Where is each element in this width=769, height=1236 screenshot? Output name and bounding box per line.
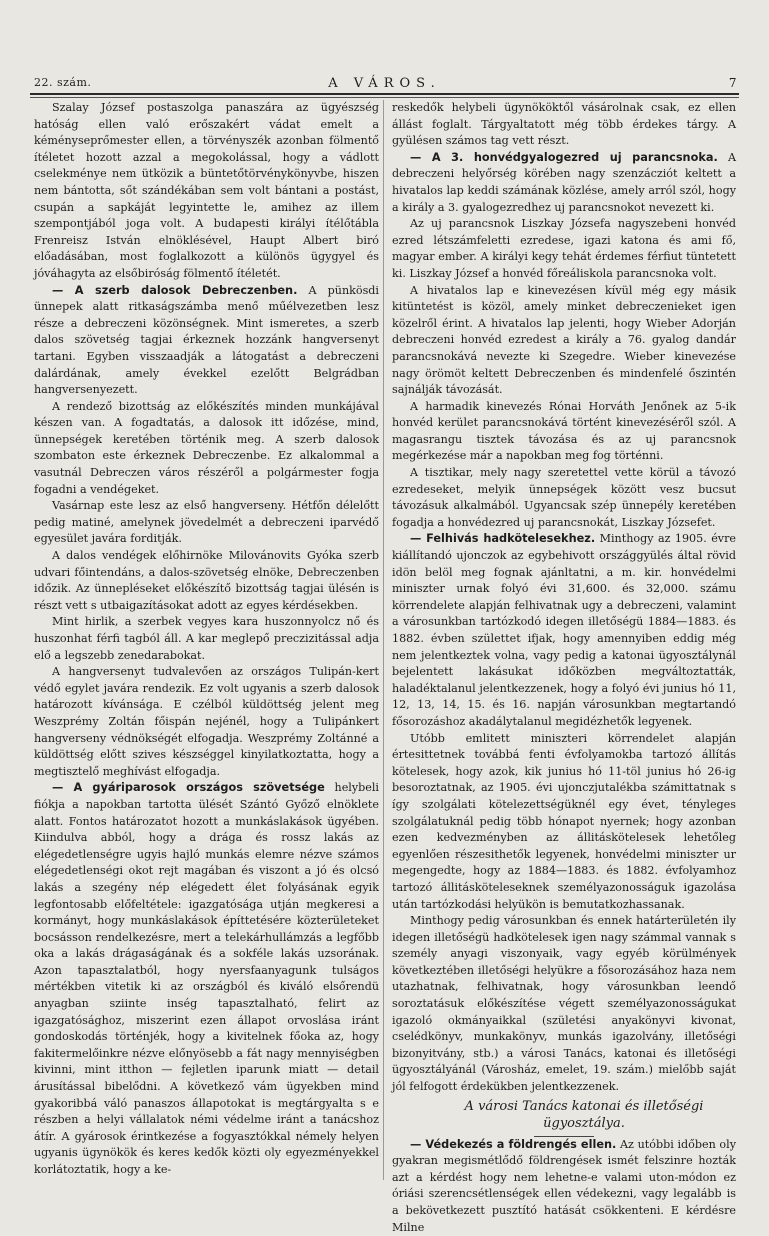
article-text: Minthogy az 1905. évre kiállítandó ujonczok az egybehivott országgyülés által rövid idön belöl meg fognak ajánltatni, a m. kir. honvédelmi miniszter urnak folyó évi 31,600. és 32,000. számu körrendelete alapján felhivatnak ugy a debreczeni, valamint a városunkban tartózkodó idegen illetőségü 1884—1883. és 1882. évben születtet ifjak, hogy amennyiben eddig még nem jelentkeztek volna, vagy pedig a katonai ügyosztálynál bejelentett lakásukat időközben megváltoztatták, haladéktalanul jelentkezzenek, hogy a folyó évi junius hó 11, 12, 13, 14, 15. és 16. napján városunkban megtartandó fősorozáshoz akadálytalanul megidézhetők legyenek. <box>392 532 737 728</box>
article-paragraph <box>392 216 736 282</box>
article-text: reskedők helybeli ügynököktől vásárolnak csak, ez ellen állást foglalt. Tárgyaltatott még több érdekes tárgy. A gyülésen számos tag vett részt. <box>392 101 736 148</box>
article-text: A debreczeni helyőrség körében nagy szenzácziót keltett a hivatalos lap keddi számának közlése, amely arról szól, hogy a király a 3. gyalogezredhez uj parancsnokot nevezett ki. <box>392 150 736 214</box>
article-headline: — A szerb dalosok Debreczenben. <box>52 283 298 297</box>
article-paragraph <box>34 614 379 664</box>
column-divider <box>383 100 384 1180</box>
article-heading-paragraph <box>34 283 379 399</box>
article-heading-paragraph <box>392 531 736 730</box>
article-text: Az uj parancsnok Liszkay Józsefa nagyszebeni honvéd ezred létszámfeletti ezredese, igazi katona és ami fő, magyar ember. A királyi kegy tehát érdemes férfiut tüntetett ki. Liszkay József a honvéd főreáliskola parancsnoka volt. <box>392 217 736 280</box>
issue-number: 22. szám. <box>34 76 92 89</box>
article-paragraph <box>34 548 379 614</box>
article-text: A hangversenyt tudvalevően az országos Tulipán-kert védő egylet javára rendezik. Ez volt ugyanis a szerb dalosok határozott kívánsága. E czélból küldöttség jelent meg Weszprémy Zoltán főispán nejénél, hogy a Tulipánkert hangverseny védnökségét elfogadja. Weszprémy Zoltánné a küldöttség előtt szives készséggel kinyilatkoztatta, hogy a megtisztelő meghívást elfogadja. <box>34 665 379 778</box>
article-paragraph <box>392 100 736 150</box>
article-text: A tisztikar, mely nagy szeretettel vette körül a távozó ezredeseket, melyik ünnepségek között vesz bucsut távozásuk alkalmából. Ugyancsak szép ünnepély keretében fogadja a honvédezred uj parancsnokát, Liszkay Józsefet. <box>392 466 736 529</box>
article-paragraph <box>392 731 736 914</box>
article-paragraph <box>34 399 379 499</box>
header-rule <box>30 93 739 95</box>
article-paragraph <box>392 465 736 531</box>
article-text: Mint hirlik, a szerbek vegyes kara huszonnyolcz nő és huszonhat férfi tagból áll. A kar meglepő preczizitással adja elő a legszebb zenedarabokat. <box>34 615 379 662</box>
article-paragraph <box>392 913 736 1096</box>
article-paragraph <box>392 399 736 465</box>
newspaper-title: A VÁROS. <box>328 76 441 91</box>
article-text: Az utóbbi időben oly gyakran megismétlődő földrengések ismét felszinre hozták azt a kérdést hogy nem lehetne-e valami uton-módon ez óriási szerencsétlenségek ellen védekezni, vagy legalább is a bekövetkezett pusztító hatását csökkenteni. E kérdésre Milne <box>392 1137 736 1234</box>
article-headline: — Védekezés a földrengés ellen. <box>410 1137 617 1151</box>
article-text: A pünkösdi ünnepek alatt ritkaságszámba menő műélvezetben lesz része a debreczeni közönségnek. Mint ismeretes, a szerb dalos szövetség tagjai érkeznek hozzánk hangversenyt tartani. Egyben visszaadják a látogatást a debreczeni dalárdának, amely évekkel ezelőtt Belgrádban hangversenyezett. <box>34 283 379 397</box>
header-rule-thin <box>30 97 739 98</box>
article-paragraph <box>34 498 379 548</box>
right-column <box>392 100 737 1234</box>
article-headline: — A 3. honvédgyalogezred uj parancsnoka. <box>410 150 718 164</box>
article-text: A rendező bizottság az előkészítés minden munkájával készen van. A fogadtatás, a dalosok itt időzése, mind, ünnepségek keretében történik meg. A szerb dalosok szombaton este érkeznek Debreczenbe. Ez alkalommal a vasutnál Debreczen város részéről a polgármester fogja fogadni a vendégeket. <box>34 399 379 496</box>
article-paragraph <box>34 100 379 283</box>
article-text: A dalos vendégek előhirnöke Milovánovits Gyóka szerb udvari főintendáns, a dalos-szövetség elnöke, Debreczenben időzik. Az ünnepléseket előkészítő bizottság tagjai ülésén is részt vett s utbaigazításokat adott az egyes kérdésekben. <box>34 549 379 612</box>
article-text: Utóbb emlitett miniszteri körrendelet alapján értesittetnek továbbá fenti évfolyamokba tartozó állítás kötelesek, hogy azok, kik junius hó 11-töl junius hó 26-ig besoroztatnak, az 1905. évi ujonczjutalékba számittatnak s így szolgálati kötelezettségüknél egy évet, tényleges szolgálatuknál pedig több hónapot nyernek; hogy azonban ezen kedvezményben az állitáskötelesek lehetőleg egyenlően részesithetők legyenek, honvédelmi miniszter ur megengedte, hogy az 1884—1883. és 1882. évfolyamhoz tartozó állitásköteleseknek személyazonosságuk igazolása után tartózkodási helyükön is bemutatkozhassanak. <box>392 731 736 911</box>
article-text: Minthogy pedig városunkban és ennek határterületén ily idegen illetőségü hadkötelesek igen nagy számmal vannak s személy anyagi viszonyaik, vagy egyéb körülmények következtében illetőségi helyükre a fősorozásához haza nem utazhatnak, felhivatnak, hogy városunkban leendő soroztatásuk előkészítése végett személyazonosságukat igazoló okmányaikkal (születési anyakönyvi kivonat, cselédkönyv, munkakönyv, munkás igazolvány, illetőségi bizonyitvány, stb.) a városi Tanács, katonai és illetőségi ügyosztályánál (Városház, emelet, 19. szám.) mielőbb saját jól felfogott érdekükben jelentkezzenek. <box>392 914 736 1094</box>
page-header <box>30 76 739 92</box>
article-heading-paragraph <box>392 150 736 216</box>
article-heading-paragraph <box>392 1137 736 1236</box>
left-column <box>34 100 379 1180</box>
article-text: Szalay József postaszolga panaszára az ügyészség hatóság ellen való erőszakért vádat emelt a kéményseprőmester ellen, a törvényszék azonban fölmentő ítéletet hozott azzal a megokolással, hogy a vádlott cselekménye nem ütközik a büntetőtörvénykönyvbe, hiszen nem bántotta, sőt szándékában sem volt bántani a postást, csupán a sapkáját legyintette le, amihez az illem szempontjából joga volt. A budapesti királyi ítélőtábla Frenreisz István elnöklésével, Haupt Albert biró előadásában, most foglalkozott a különös ügygyel és jóváhagyta az elsőbiróság fölmentő ítéletét. <box>34 101 379 280</box>
article-headline: — A gyáriparosok országos szövetsége <box>52 781 325 795</box>
page-number: 7 <box>728 76 737 90</box>
article-text: A harmadik kinevezés Rónai Horváth Jenőnek az 5-ik honvéd kerület parancsnokává történt kinevezéséről szól. A magasrangu tisztek távozása és az uj parancsnok megérkezése már a napokban meg fog történni. <box>392 399 736 463</box>
article-paragraph <box>34 664 379 780</box>
article-paragraph <box>392 283 736 399</box>
article-heading-paragraph <box>34 780 379 1178</box>
article-text: helybeli fiókja a napokban tartotta ülését Szántó Győző elnöklete alatt. Fontos határozatot hozott a munkáslakások ügyében. Kiindulva abból, hogy a drága és rossz lakás az elégedetlenségre ugyis hajló munkás elemre nézve számos elégedetlenségi okot rejt magában és viszont a jó és olcsó lakás a szegény nép elégedett élet folyásának egyik legfontosabb előfeltétele: igazgatósága utján megkeresi a kormányt, hogy munkáslakások építtetésére közterületeket bocsásson rendelkezésre, mert a telekárhullámzás a legfőbb oka a lakás drágaságának és a sokféle lakás uzsorának. Azon tapasztalatból, hogy nyersfaanyagunk tulságos mértékben vitetik ki az országból és kiváló elsőrendü anyagban sziinte inség tapasztalható, felirt az igazgatósághoz, miszerint ezen állapot orvoslása iránt gondoskodás történjék, hogy a kivitelnek főoka az, hogy fakitermelőinkre nézve előnyösebb a fát nagy mennyiségben kivinni, mint itthon — fejletlen iparunk miatt — detail árusítással bibelődni. A következő vám ügyekben mind gyakoribbá váló panaszos állapotokat is megtárgyalta s e részben a helyi vállalatok némi védelme iránt a tanácshoz átír. A gyárosok érintkezése a fogyasztókkal némely helyen ugyanis ügynökök és keres kedők közti oly egyezményekkel korlátoztatik, hogy a ke- <box>34 781 379 1176</box>
article-text: Vasárnap este lesz az első hangverseny. Hétfőn délelőtt pedig matiné, amelynek jövedelmét a debreczeni iparvédő egyesület javára forditják. <box>34 499 379 546</box>
signature-block: A városi Tanács katonai és illetőségi ügyosztálya. <box>464 1098 704 1131</box>
article-text: A hivatalos lap e kinevezésen kívül még egy másik kitüntetést is közöl, amely minket debreczenieket igen közelről érint. A hivatalos lap jelenti, hogy Wieber Adorján debreczeni honvéd ezredest a király a 76. gyalog dandár parancsnokává nevezte ki Szegedre. Wieber kinevezése nagy örömöt keltett Debreczenben és mindenfelé őszintén sajnálják távozását. <box>392 283 736 397</box>
article-headline: — Felhivás hadkötelesekhez. <box>410 532 596 546</box>
